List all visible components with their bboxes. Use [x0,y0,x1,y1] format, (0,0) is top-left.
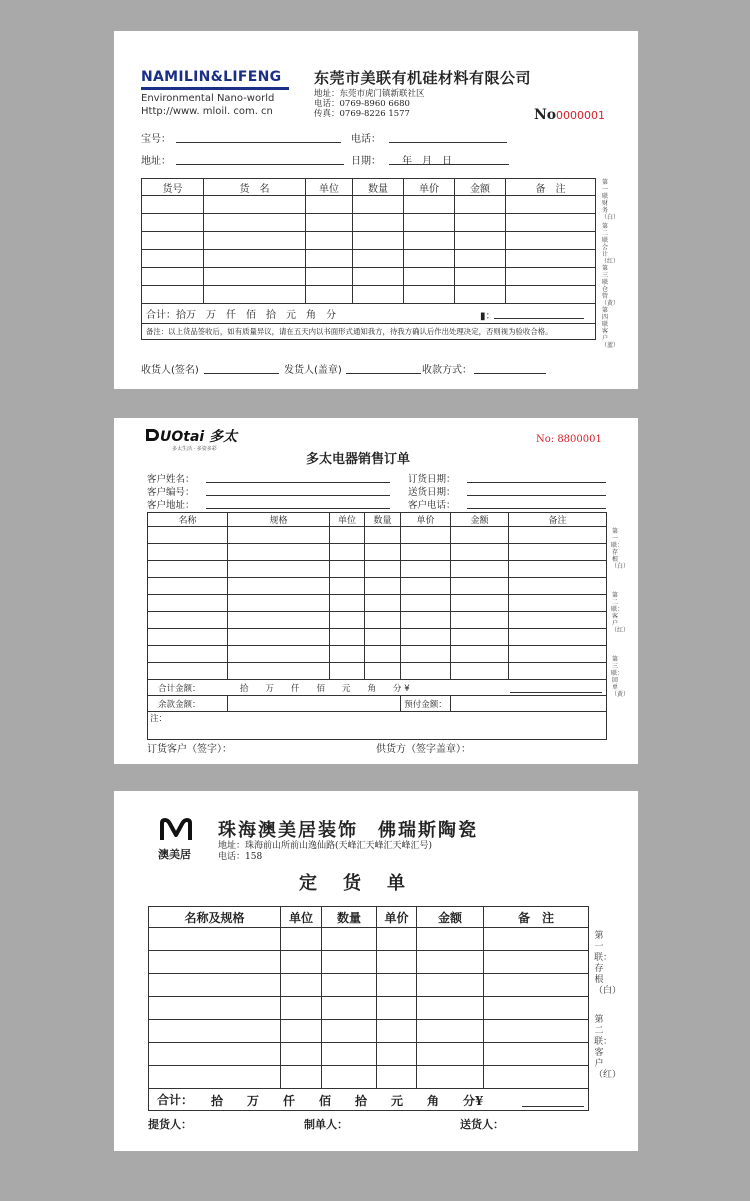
total-mark: ▮： [480,311,496,322]
col-header: 数量 [353,179,404,196]
tel-field[interactable] [389,142,507,143]
bao-field[interactable] [176,142,341,143]
company-address: 地址：东莞市虎门镇新联社区 [314,89,425,99]
col-header: 规格 [228,513,330,527]
brand-name: NAMILIN&LIFENG [141,69,282,85]
col-header: 金额 [451,513,509,527]
copy-label-3: 第三联 仓管（黄） [601,265,620,307]
form-title: 定 货 单 [299,873,409,894]
table-row[interactable] [148,595,607,612]
col-header: 备注 [509,513,607,527]
copy-label-1: 第一联：存根（白） [594,931,622,996]
total-amount-field[interactable] [522,1106,584,1107]
copy-label-1: 第一联 财务（白） [601,179,620,221]
aomeiju-logo-icon [160,818,192,842]
col-header: 单价 [404,179,455,196]
total-text: 合计：拾万 万 仟 佰 拾 元 角 分 [146,310,336,321]
table-row[interactable] [149,997,589,1020]
customer-phone-field[interactable] [467,508,606,509]
balance-label: 余款金额： [148,696,228,712]
invoice-form-1 [114,31,638,389]
order-title: 多太电器销售订单 [306,452,411,467]
brand-underline [141,87,289,90]
total-amount-units: 拾 万 仟 佰 元 角 分 ¥ [240,684,410,694]
order-date-label: 订货日期： [408,474,456,485]
customer-code-field[interactable] [206,495,390,496]
serial-no-label: No [534,107,557,123]
col-header: 单价 [401,513,451,527]
total-amount-row [148,680,607,696]
col-header: 数量 [365,513,401,527]
bao-label: 宝号： [141,134,171,145]
col-header: 名称 [148,513,228,527]
serial-number: 0000001 [556,109,605,122]
table-row[interactable] [149,1066,589,1089]
order-number: No: 8800001 [536,434,602,445]
table-row[interactable] [142,286,596,304]
col-header: 数量 [322,907,377,928]
customer-code-label: 客户编号： [147,487,195,498]
table-row[interactable] [148,612,607,629]
table-row[interactable] [142,196,596,214]
company-phone: 电话：0769-8960 6680 [314,99,410,109]
total-amount-label: 合计金额： [158,683,201,694]
customer-phone-label: 客户电话： [408,500,456,511]
addr-field[interactable] [176,164,344,165]
total-label: 合计： [157,1093,194,1107]
col-header: 金额 [417,907,484,928]
table-row[interactable] [148,544,607,561]
addr-label: 地址： [141,156,171,167]
ship-date-field[interactable] [467,495,606,496]
note-row: 备注：以上货品签收后，如有质量异议，请在五天内以书面形式通知我方，待我方确认后作出处理决定，否则视为验收合格。 [142,324,596,340]
sender-label: 送货人： [460,1118,504,1131]
col-header: 货 名 [204,179,306,196]
copy-label-3: 第三联：回单（黄） [611,656,630,698]
total-row [142,304,596,324]
balance-field[interactable] [228,696,401,712]
table-row[interactable] [142,250,596,268]
table-row[interactable] [148,527,607,544]
company-name: 珠海澳美居装饰 佛瑞斯陶瓷 [218,820,478,841]
duotai-slogan: 多太生活 · 多姿多彩 [172,446,217,452]
copy-label-4: 第四联 客户（蓝） [601,307,620,349]
table-row[interactable] [148,629,607,646]
note-row: 注： [148,712,607,740]
table-row[interactable] [142,232,596,250]
brand-website: Http://www. mloil. com. cn [141,106,273,117]
copy-label-2: 第二联：客户（红） [611,592,630,634]
sender-label: 发货人(盖章) [284,365,342,376]
sender-sign-field[interactable] [346,373,421,374]
order-table [147,512,607,740]
table-row[interactable] [149,974,589,997]
receiver-sign-field[interactable] [204,373,279,374]
table-row[interactable] [142,268,596,286]
aomeiju-logo-text: 澳美居 [158,848,191,861]
company-phone: 电话：158 [218,852,263,862]
payment-label: 收款方式： [422,365,472,376]
total-amount-field[interactable] [494,318,584,319]
company-address: 地址：珠海前山所前山逸仙路(天峰汇天峰汇天峰汇号) [218,841,433,851]
copy-label-2: 第二联：客户（红） [594,1015,622,1080]
col-header: 货号 [142,179,204,196]
duotai-logo-text: UOtai 多太 [160,429,238,445]
col-header: 单价 [377,907,417,928]
table-row[interactable] [148,663,607,680]
maker-label: 制单人： [304,1118,348,1131]
table-row[interactable] [148,646,607,663]
prepaid-field[interactable] [451,696,607,712]
tel-label: 电话： [351,134,381,145]
duotai-logo-icon [145,428,159,442]
table-row[interactable] [149,1043,589,1066]
col-header: 备 注 [506,179,596,196]
order-table [148,906,589,1111]
col-header: 单位 [281,907,322,928]
company-fax: 传真：0769-8226 1577 [314,109,410,119]
order-date-field[interactable] [467,482,606,483]
purchase-order-form-3 [114,791,638,1151]
brand-tagline: Environmental Nano-world [141,93,275,104]
payment-field[interactable] [474,373,546,374]
ship-date-label: 送货日期： [408,487,456,498]
total-row [149,1089,589,1111]
table-row[interactable] [148,561,607,578]
table-row[interactable] [149,1020,589,1043]
col-header: 单位 [330,513,365,527]
copy-label-2: 第二联 会计（红） [601,223,620,265]
customer-name-label: 客户姓名： [147,474,195,485]
date-parts: 年 月 日 [402,156,452,167]
total-units: 拾 万 仟 佰 拾 元 角 分¥ [211,1094,484,1108]
table-row[interactable] [142,214,596,232]
col-header: 名称及规格 [149,907,281,928]
customer-addr-field[interactable] [206,508,390,509]
table-row[interactable] [149,928,589,951]
table-row[interactable] [149,951,589,974]
delivery-person-label: 提货人： [148,1118,192,1131]
table-row[interactable] [148,578,607,595]
customer-addr-label: 客户地址： [147,500,195,511]
date-label: 日期： [351,156,381,167]
customer-name-field[interactable] [206,482,390,483]
total-amount-field[interactable] [510,692,602,693]
receiver-label: 收货人(签名) [141,365,199,376]
copy-label-1: 第一联：存根（白） [611,528,630,570]
col-header: 金额 [455,179,506,196]
company-name: 东莞市美联有机硅材料有限公司 [314,69,532,87]
col-header: 单位 [306,179,353,196]
date-field[interactable] [389,164,509,165]
goods-table [141,178,596,340]
prepaid-label: 预付金额： [401,696,451,712]
col-header: 备 注 [484,907,589,928]
sales-order-form-2 [114,418,638,764]
client-sign-label: 订货客户（签字）： [147,744,232,755]
supplier-sign-label: 供货方（签字盖章）： [376,744,471,755]
